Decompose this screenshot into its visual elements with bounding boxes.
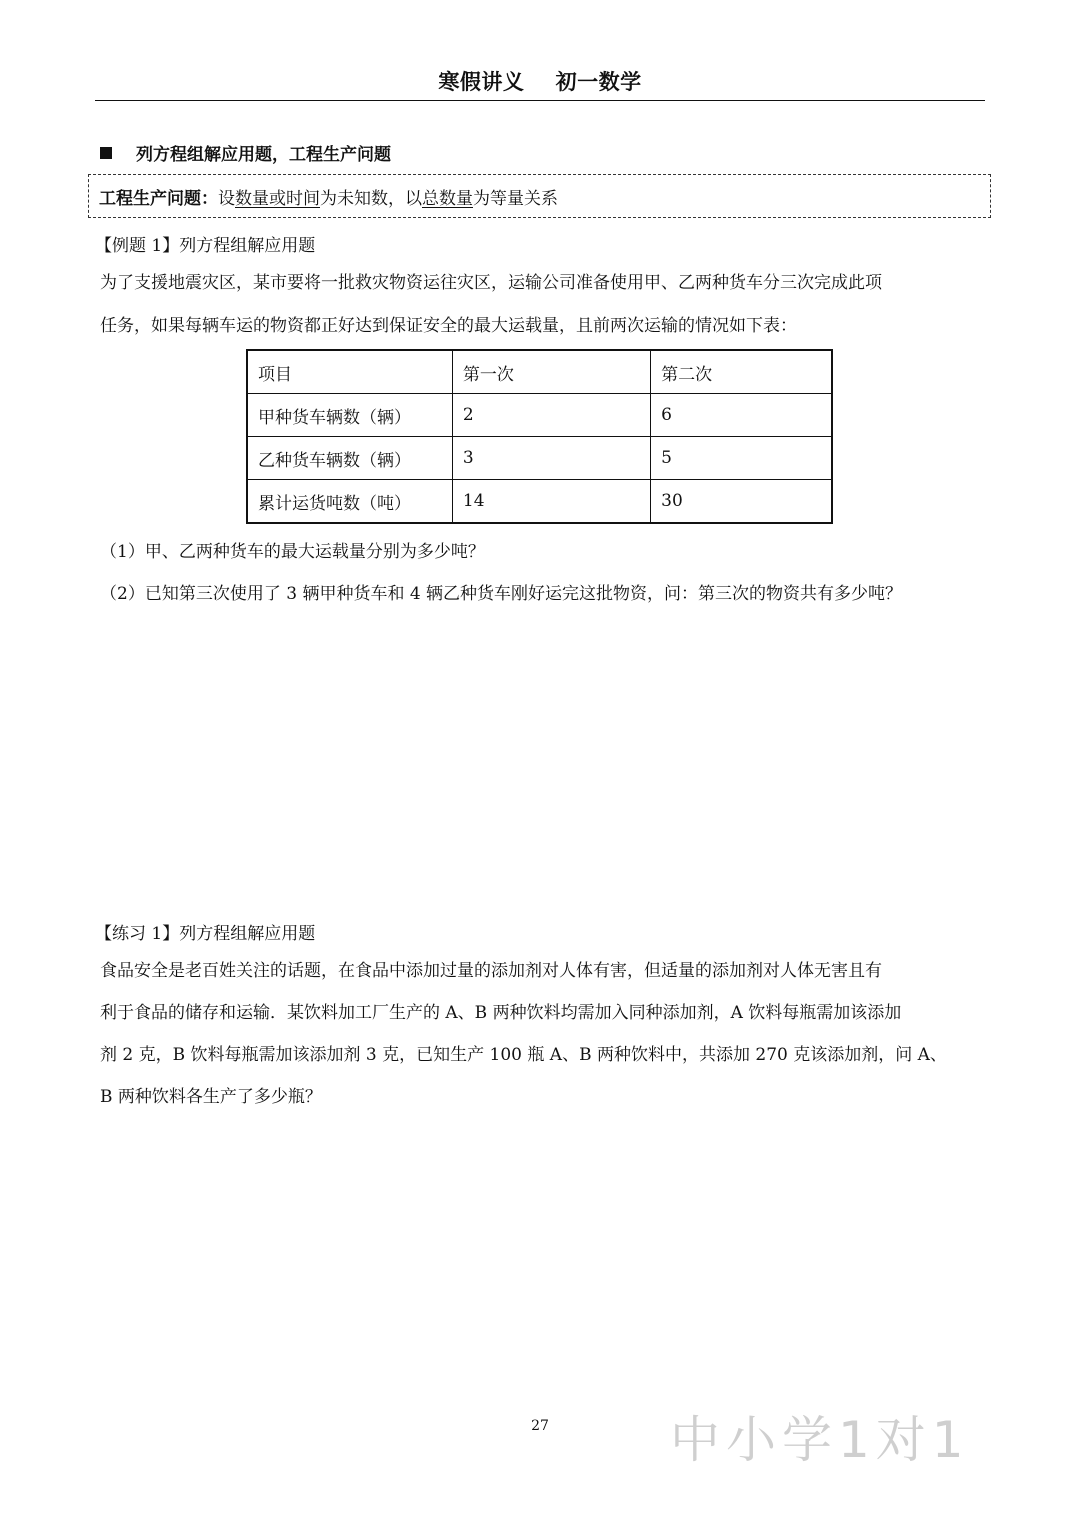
table-cell: 14 [452, 480, 650, 524]
practice-1-line-4: B 两种饮料各生产了多少瓶？ [100, 1087, 322, 1107]
square-bullet-icon [100, 147, 112, 159]
table-cell: 累计运货吨数（吨） [247, 480, 452, 524]
example-1-question-1: （1）甲、乙两种货车的最大运载量分别为多少吨？ [100, 542, 485, 562]
table-header-cell: 项目 [247, 350, 452, 394]
practice-1-label: 【练习 1】列方程组解应用题 [95, 924, 316, 944]
tip-box [88, 174, 991, 218]
table-cell: 6 [651, 394, 832, 437]
page-number: 27 [531, 1418, 549, 1434]
table-header-cell: 第二次 [651, 350, 832, 394]
page-header-title: 寒假讲义 初一数学 [438, 70, 642, 94]
table-cell: 2 [452, 394, 650, 437]
table-row [247, 394, 832, 437]
section-heading-text: 列方程组解应用题，工程生产问题 [136, 145, 391, 165]
tip-label: 工程生产问题： [99, 188, 218, 209]
table-cell: 3 [452, 437, 650, 480]
tip-text-3: 为等量关系 [473, 188, 558, 209]
tip-underline-2: 总数量 [422, 188, 473, 209]
practice-1-line-3: 剂 2 克，B 饮料每瓶需加该添加剂 3 克，已知生产 100 瓶 A、B 两种饮料中，共添加 270 克该添加剂，问 A、 [100, 1045, 947, 1065]
practice-1-line-2: 利于食品的储存和运输．某饮料加工厂生产的 A、B 两种饮料均需加入同种添加剂，A 饮料每瓶需加该添加 [100, 1003, 902, 1023]
example-1-paragraph-line-1: 为了支援地震灾区，某市要将一批救灾物资运往灾区，运输公司准备使用甲、乙两种货车分三次完成此项 [100, 273, 882, 293]
table-header-cell: 第一次 [452, 350, 650, 394]
section-heading [100, 140, 391, 165]
example-1-label: 【例题 1】列方程组解应用题 [95, 236, 316, 256]
example-1-question-2: （2）已知第三次使用了 3 辆甲种货车和 4 辆乙种货车刚好运完这批物资，问：第三次的物资共有多少吨？ [100, 584, 903, 604]
table-cell: 5 [651, 437, 832, 480]
header-divider [95, 100, 985, 101]
table-cell: 甲种货车辆数（辆） [247, 394, 452, 437]
tip-text-2: 为未知数，以 [320, 188, 422, 209]
tip-text-1: 设 [218, 188, 235, 209]
example-1-paragraph-line-2: 任务，如果每辆车运的物资都正好达到保证安全的最大运载量，且前两次运输的情况如下表： [100, 316, 797, 336]
table-row [247, 480, 832, 524]
table-cell: 30 [651, 480, 832, 524]
table-row [247, 437, 832, 480]
table-header-row [247, 350, 832, 394]
watermark: 中小学1对1 [670, 1411, 970, 1469]
table-cell: 乙种货车辆数（辆） [247, 437, 452, 480]
transport-table [246, 349, 833, 524]
practice-1-line-1: 食品安全是老百姓关注的话题，在食品中添加过量的添加剂对人体有害，但适量的添加剂对人体无害且有 [100, 961, 882, 981]
tip-underline-1: 数量或时间 [235, 188, 320, 209]
